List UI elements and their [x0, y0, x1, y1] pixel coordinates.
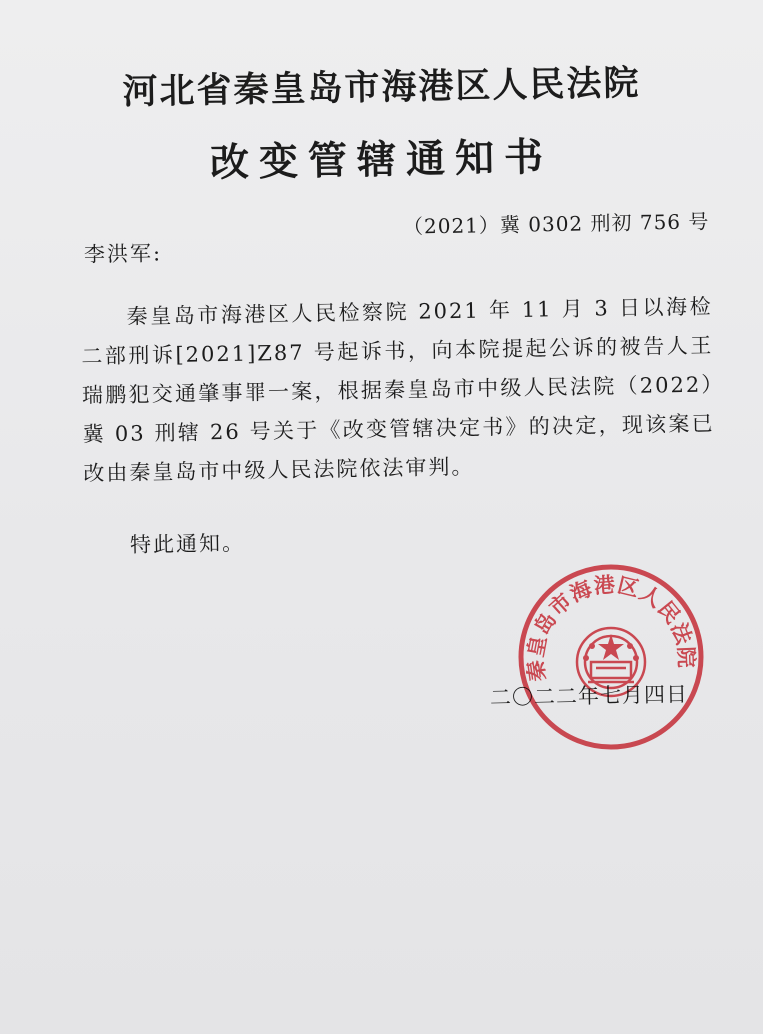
document-number: （2021）冀 0302 刑初 756 号 — [402, 209, 710, 239]
issue-date: 二〇二二年七月四日 — [489, 682, 689, 710]
court-seal-icon — [516, 562, 706, 752]
closing-line: 特此通知。 — [129, 530, 246, 558]
emblem-stars-icon — [583, 634, 639, 661]
body-paragraph: 秦皇岛市海港区人民检察院 2021 年 11 月 3 日以海检二部刑诉[2021]Z87 号起诉书，向本院提起公诉的被告人王瑞鹏犯交通肇事罪一案，根据秦皇岛市中级人民法院（2022）冀 03 刑辖 26 号关于《改变管辖决定书》的决定，现该案已改由秦皇岛市中级人民法院依法审判。 — [81, 294, 715, 486]
addressee: 李洪军: — [83, 241, 163, 267]
seal-text: 秦皇岛市海港区人民法院 — [522, 571, 700, 683]
court-name: 河北省秦皇岛市海港区人民法院 — [122, 62, 641, 113]
document-title: 改变管辖通知书 — [209, 134, 554, 186]
